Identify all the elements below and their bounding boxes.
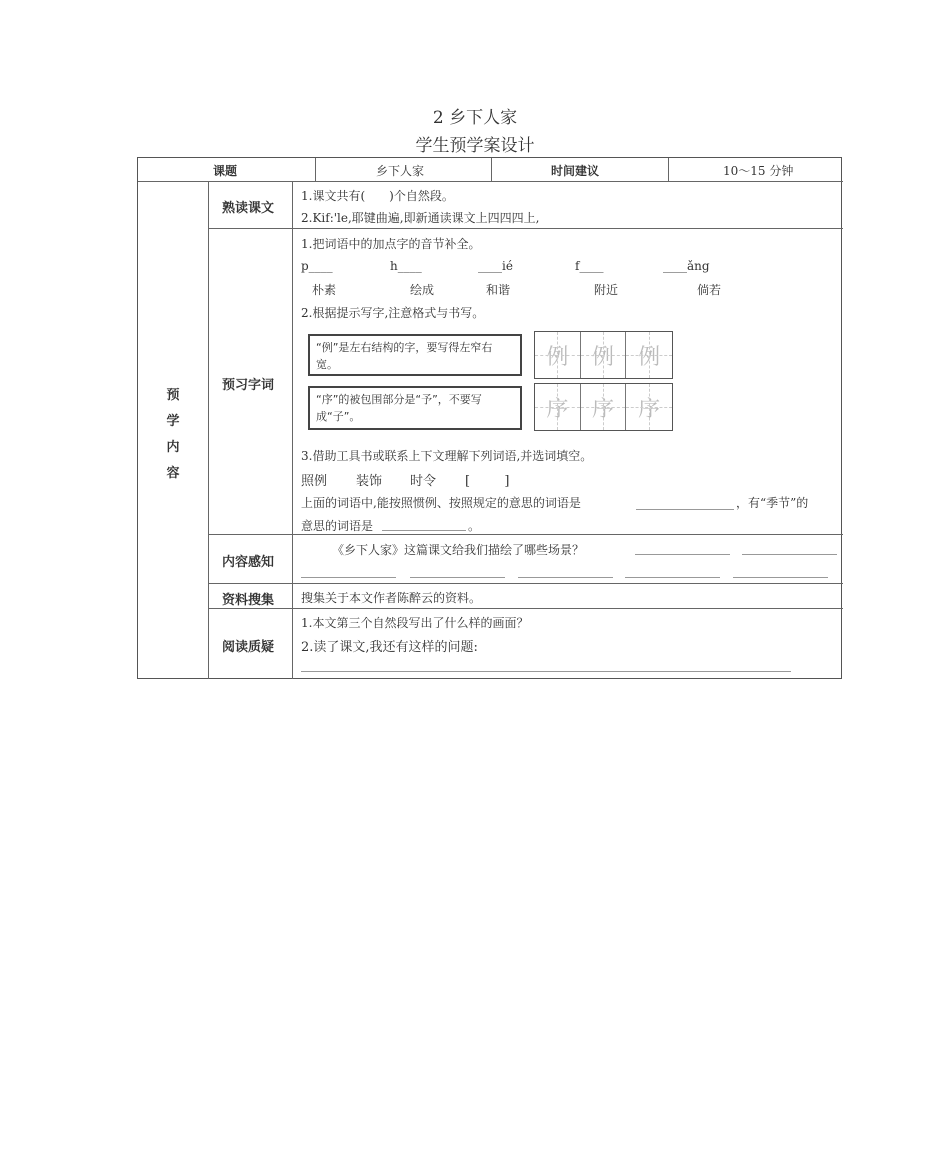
pinyin-2: h____ (390, 259, 422, 273)
words-line-5: 意思的词语是 (301, 519, 374, 533)
grid-cell: 例 (581, 332, 627, 378)
fill-blank (518, 577, 613, 578)
word-2: 绘成 (410, 283, 435, 297)
option-1: 照例 (301, 474, 328, 489)
row-label-research: 资料搜集 (222, 593, 275, 608)
words-line-2: 2.根据提示写字,注意格式与书写。 (301, 306, 485, 320)
writing-tip-1: “例”是左右结构的字，要写得左窄右宽。 (308, 334, 522, 376)
words-line-3: 3.借助工具书或联系上下文理解下列词语,并选词填空。 (301, 449, 593, 463)
content-line-1: 《乡下人家》这篇课文给我们描绘了哪些场景？ (332, 543, 585, 557)
question-line-1: 1.本文第三个自然段写出了什么样的画面？ (301, 616, 529, 630)
fill-blank (636, 509, 734, 510)
document-subtitle: 学生预学案设计 (415, 136, 535, 156)
option-2: 装饰 (356, 474, 383, 489)
preview-table (137, 157, 842, 679)
time-label: 时间建议 (551, 164, 600, 178)
fill-blank (625, 577, 720, 578)
fill-blank (733, 577, 828, 578)
writing-tip-2: “序”的被包围部分是“予”，不要写成“子”。 (308, 386, 522, 430)
fill-blank (410, 577, 505, 578)
word-5: 倘若 (697, 283, 722, 297)
section-label: 预 学 内 容 (166, 388, 180, 481)
row-label-read: 熟读课文 (222, 201, 275, 216)
row-label-question: 阅读质疑 (222, 640, 275, 655)
read-line-1: 1.课文共有( )个自然段。 (301, 189, 454, 203)
fill-blank (382, 530, 466, 531)
option-4: [ ] (465, 474, 510, 489)
grid-cell: 序 (581, 384, 627, 430)
topic-label: 课题 (213, 164, 238, 178)
fill-blank (742, 554, 837, 555)
row-label-words: 预习字词 (222, 378, 275, 393)
read-line-2: 2.Kif:'le,耶键曲遍,即新通读课文上四四四上, (301, 211, 540, 225)
fill-blank (301, 577, 396, 578)
topic-value: 乡下人家 (376, 164, 425, 178)
option-3: 时令 (410, 474, 437, 489)
row-label-content: 内容感知 (222, 555, 275, 570)
words-line-4: 上面的词语中,能按照惯例、按照规定的意思的词语是 (301, 496, 581, 510)
pinyin-3: ____ié (478, 259, 513, 273)
word-1: 朴素 (312, 283, 337, 297)
research-line-1: 搜集关于本文作者陈醉云的资料。 (301, 591, 482, 605)
grid-cell: 例 (626, 332, 672, 378)
grid-cell: 序 (535, 384, 581, 430)
words-line-4-tail: ，有“季节”的 (736, 496, 809, 510)
words-line-1: 1.把词语中的加点字的音节补全。 (301, 237, 481, 251)
word-3: 和谐 (486, 283, 511, 297)
question-line-2: 2.读了课文,我还有这样的问题: (301, 640, 478, 655)
time-value: 10～15 分钟 (723, 164, 794, 178)
writing-grid-2 (534, 383, 673, 431)
answer-line (301, 671, 791, 672)
pinyin-4: f____ (575, 259, 604, 273)
pinyin-5: ____ǎng (663, 259, 710, 273)
grid-cell: 序 (626, 384, 672, 430)
period: 。 (468, 519, 481, 533)
grid-cell: 例 (535, 332, 581, 378)
writing-grid-1 (534, 331, 673, 379)
document-title: 2 乡下人家 (432, 108, 518, 128)
fill-blank (635, 554, 730, 555)
word-4: 附近 (594, 283, 619, 297)
pinyin-1: p____ (301, 259, 333, 273)
